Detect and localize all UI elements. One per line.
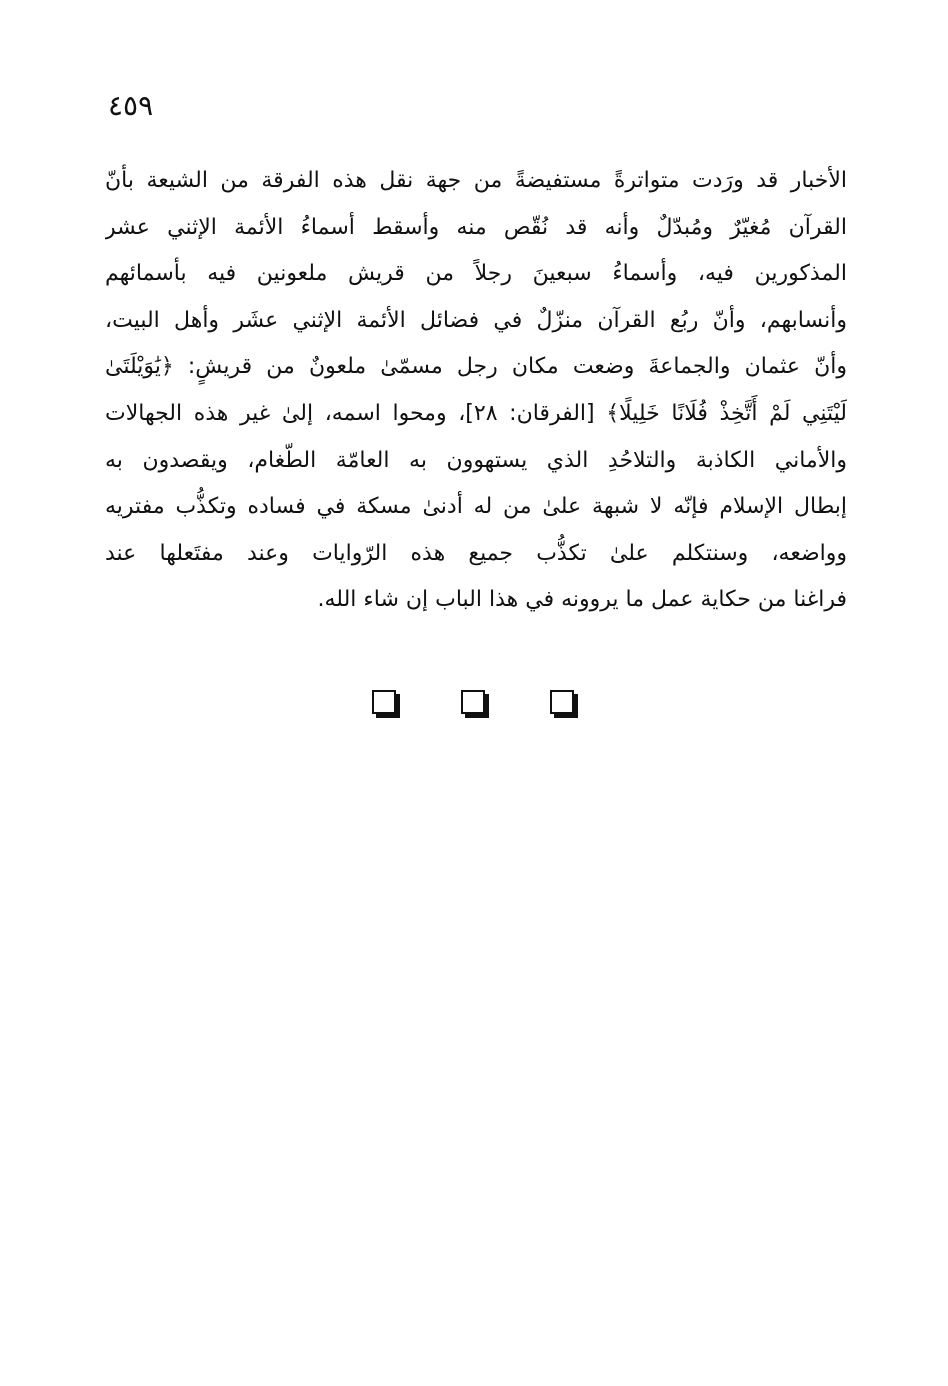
text-line: وأنّ عثمان والجماعةَ وضعت مكان رجل مسمّىٰ ملعونٌ من قريشٍ: ﴿يَٰوَيْلَتَىٰ (105, 354, 847, 380)
page-number: ٤٥٩ (108, 89, 154, 122)
text-line: فراغنا من حكاية عمل ما يروونه في هذا الباب إن شاء الله. (317, 587, 847, 613)
section-end-ornament (372, 690, 582, 720)
text-line: القرآن مُغيّرٌ ومُبدّلٌ وأنه قد نُقّص منه وأسقط أسماءُ الأئمة الإثني عشر (105, 214, 847, 240)
ornament-box-icon (461, 690, 485, 714)
text-line: وأنسابهم، وأنّ ربُع القرآن منزّلٌ في فضائل الأئمة الإثني عشَر وأهل البيت، (105, 307, 847, 333)
body-text (105, 158, 847, 624)
text-line: المذكورين فيه، وأسماءُ سبعينَ رجلاً من قريش ملعونين فيه بأسمائهم (105, 261, 847, 287)
text-line: إبطال الإسلام فإنّه لا شبهة علىٰ من له أدنىٰ مسكة في فساده وتكذُّب مفتريه (105, 494, 847, 520)
text-line: لَيْتَنِي لَمْ أَتَّخِذْ فُلَانًا خَلِيلًا﴾ [الفرقان: ٢٨]، ومحوا اسمه، إلىٰ غير هذه الجهالات (105, 400, 847, 426)
text-line: الأخبار قد ورَدت متواترةً مستفيضةً من جهة نقل هذه الفرقة من الشيعة بأنّ (105, 168, 847, 193)
ornament-box-icon (550, 690, 574, 714)
text-line: وواضعه، وسنتكلم علىٰ تكذُّب جميع هذه الرّوايات وعند مفتَعلها عند (105, 540, 847, 566)
ornament-box-icon (372, 690, 396, 714)
text-line: والأماني الكاذبة والتلاحُدِ الذي يستهوون به العامّة الطّغام، ويقصدون به (105, 447, 847, 473)
